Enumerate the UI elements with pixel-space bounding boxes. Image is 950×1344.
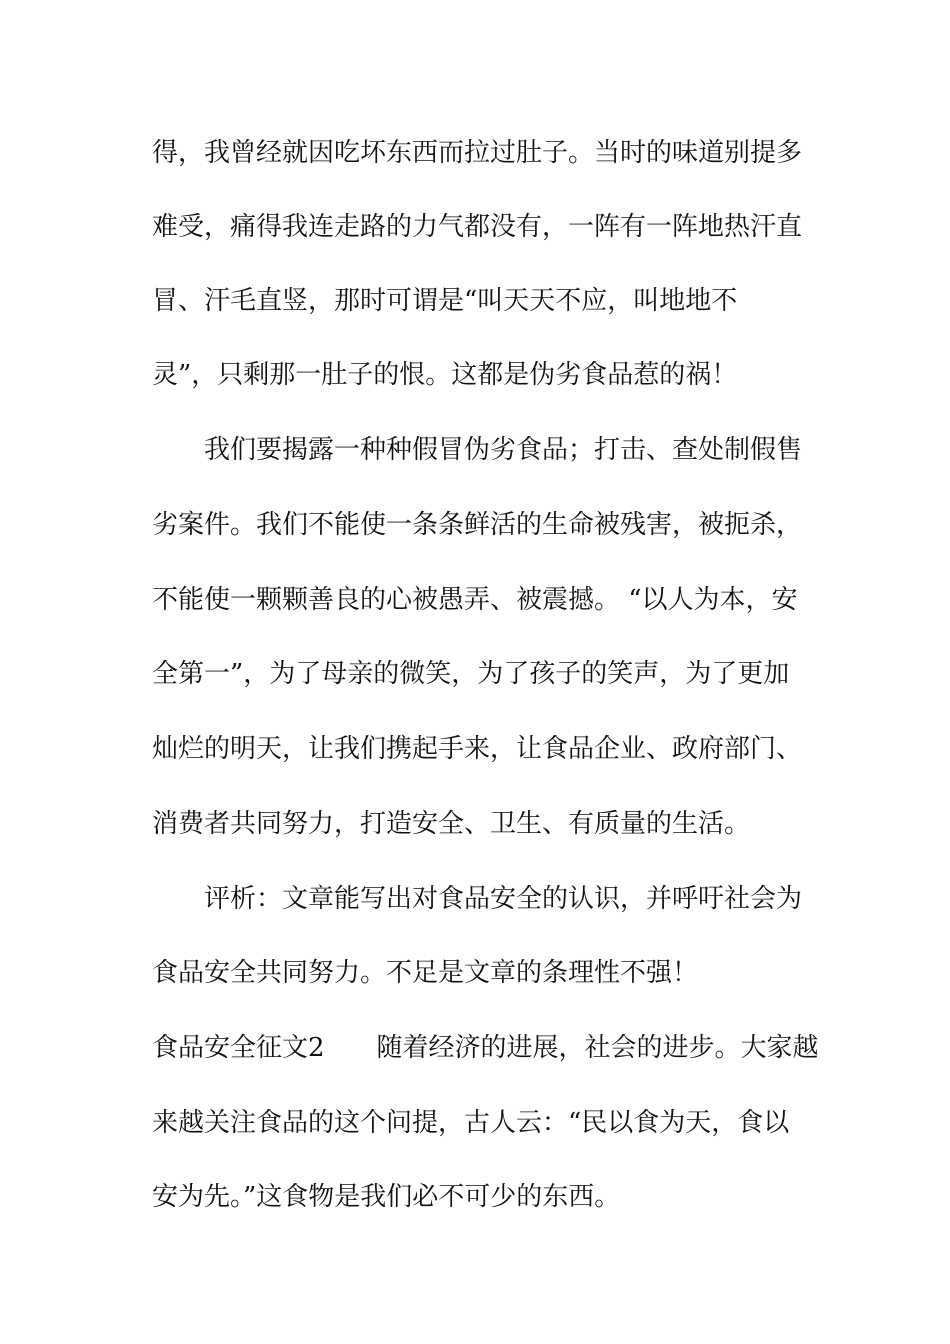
text-line-4: 灵”，只剩那一肚子的恨。这都是伪劣食品惹的祸！ xyxy=(152,360,738,390)
text-line-3: 冒、汗毛直竖，那时可谓是“叫天天不应，叫地地不 xyxy=(152,286,738,316)
text-line-11: 评析：文章能写出对食品安全的认识，并呼吁社会为 xyxy=(204,884,803,914)
text-line-10: 消费者共同努力，打造安全、卫生、有质量的生活。 xyxy=(152,809,751,839)
text-line-13: 食品安全征文2 随着经济的进展，社会的进步。大家越 xyxy=(152,1033,819,1063)
text-line-14: 来越关注食品的这个问提，古人云：“民以食为天，食以 xyxy=(152,1108,790,1138)
text-line-5: 我们要揭露一种种假冒伪劣食品；打击、查处制假售 xyxy=(204,435,803,465)
text-line-7: 不能使一颗颗善良的心被愚弄、被震撼。 “以人为本，安 xyxy=(152,585,798,615)
text-line-8: 全第一”，为了母亲的微笑，为了孩子的笑声，为了更加 xyxy=(152,659,790,689)
text-line-6: 劣案件。我们不能使一条条鲜活的生命被残害，被扼杀， xyxy=(152,510,803,540)
text-line-2: 难受，痛得我连走路的力气都没有，一阵有一阵地热汗直 xyxy=(152,212,803,242)
text-line-1: 得，我曾经就因吃坏东西而拉过肚子。当时的味道别提多 xyxy=(152,138,803,168)
text-line-9: 灿烂的明天，让我们携起手来，让食品企业、政府部门、 xyxy=(152,734,803,764)
text-line-12: 食品安全共同努力。不足是文章的条理性不强！ xyxy=(152,958,699,988)
text-line-15: 安为先。”这食物是我们必不可少的东西。 xyxy=(152,1182,621,1212)
